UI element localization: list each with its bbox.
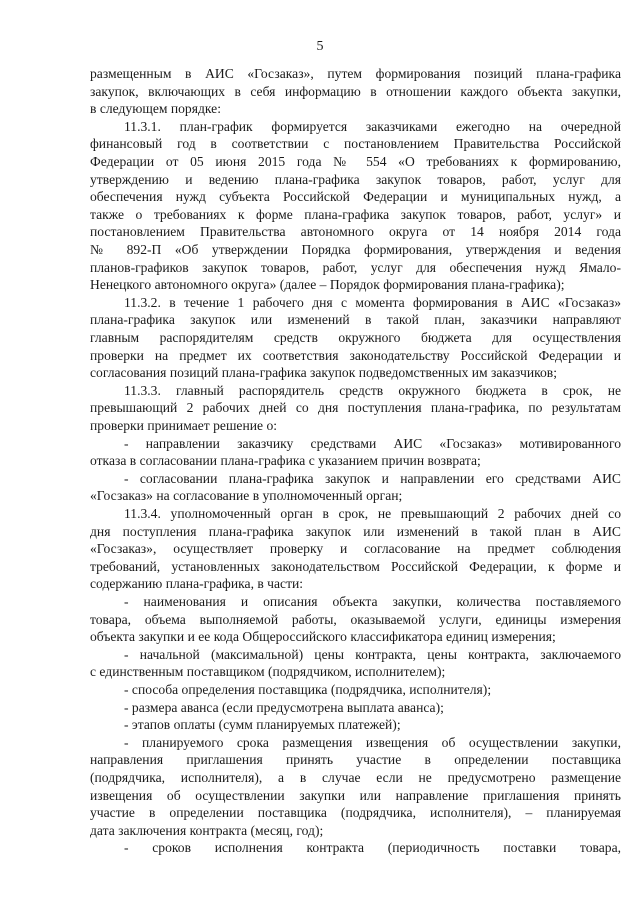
text-line: с единственным поставщиком (подрядчиком, исполнителем); (90, 664, 446, 680)
text-line: утверждению и ведению плана-графика закупок товаров, работ, услуг для (90, 171, 621, 187)
text-line: - направлении заказчику средствами АИС «Госзаказ» мотивированного (124, 435, 621, 451)
text-line: 11.3.4. уполномоченный орган в срок, не превышающий 2 рабочих дней со (124, 506, 621, 521)
text-line: товара, объема выполняемой работы, оказываемой услуги, единицы измерения (90, 611, 621, 627)
text-line: 11.3.2. в течение 1 рабочего дня с момента формирования в АИС «Госзаказ» (124, 294, 621, 310)
text-line: - сроков исполнения контракта (периодичность поставки товара, (124, 840, 621, 856)
text-line: согласования позиций плана-графика закупок подведомственных им заказчиков; (90, 365, 558, 381)
text-line: проверки на предмет их соответствия законодательству Российской Федерации и (90, 347, 621, 363)
text-line: размещенным в АИС «Госзаказ», путем формирования позиций плана-графика (90, 66, 621, 81)
text-line: - согласовании плана-графика закупок и направлении его средствами АИС (124, 470, 621, 486)
text-line: дня поступления плана-графика закупок или изменений в такой план в АИС (90, 523, 621, 539)
text-line: Ненецкого автономного округа» (далее – Порядок формирования плана-графика); (90, 277, 565, 293)
text-line: отказа в согласовании плана-графика с указанием причин возврата; (90, 453, 481, 469)
text-line: финансовый год в соответствии с постановлением Правительства Российской (90, 136, 621, 152)
text-line: планов-графиков закупок товаров, работ, услуг для обеспечения нужд Ямало- (90, 259, 621, 275)
text-line: закупок, включающих в себя информацию в отношении каждого объекта закупки, (90, 83, 621, 99)
text-line: - начальной (максимальной) цены контракта, цены контракта, заключаемого (124, 646, 621, 662)
text-line: Федерации от 05 июня 2015 года № 554 «О требованиях к формированию, (90, 154, 621, 169)
text-line: - размера аванса (если предусмотрена выплата аванса); (124, 699, 444, 715)
text-line: № 892-П «Об утверждении Порядка формирования, утверждения и ведения (90, 242, 621, 257)
text-line: требований, установленных законодательством Российской Федерации, к форме и (90, 558, 621, 574)
text-line: - этапов оплаты (сумм планируемых платежей); (124, 717, 401, 733)
text-line: - способа определения поставщика (подрядчика, исполнителя); (124, 682, 492, 697)
text-line: также о требованиях к форме плана-графика закупок товаров, работ, услуг» и (90, 206, 621, 222)
text-line: извещения об осуществлении закупки или направление приглашения принять (90, 787, 621, 803)
text-line: дата заключения контракта (месяц, год); (90, 822, 324, 838)
text-line: превышающий 2 рабочих дней со дня поступления плана-графика, по результатам (90, 400, 621, 416)
text-line: постановлением Правительства автономного округа от 14 ноября 2014 года (90, 224, 621, 240)
text-line: направления приглашения принять участие в определении поставщика (90, 752, 621, 768)
text-line: «Госзаказ» на согласование в уполномоченный орган; (90, 488, 403, 504)
text-line: - планируемого срока размещения извещения об осуществлении закупки, (124, 734, 621, 750)
text-line: содержанию плана-графика, в части: (90, 576, 304, 592)
text-line: участие в определении поставщика (подрядчика, исполнителя), – планируемая (90, 805, 621, 821)
text-line: (подрядчика, исполнителя), а в случае если не предусмотрено размещение (90, 770, 621, 785)
page-number: 5 (316, 39, 324, 54)
text-line: 11.3.3. главный распорядитель средств окружного бюджета в срок, не (124, 382, 621, 398)
text-line: «Госзаказ», осуществляет проверку и согласование на предмет соблюдения (90, 541, 621, 557)
text-line: главным распорядителям средств окружного бюджета для осуществления (90, 330, 621, 345)
text-line: плана-графика закупок или изменений в такой план, заказчики направляют (90, 312, 621, 328)
text-line: 11.3.1. план-график формируется заказчиками ежегодно на очередной (124, 118, 621, 134)
text-line: объекта закупки и ее кода Общероссийского классификатора единиц измерения; (90, 629, 556, 645)
text-line: обеспечения нужд субъекта Российской Федерации и муниципальных нужд, а (90, 189, 621, 205)
text-line: проверки принимает решение о: (90, 418, 278, 433)
text-line: в следующем порядке: (90, 101, 221, 117)
text-line: - наименования и описания объекта закупки, количества поставляемого (124, 594, 621, 609)
